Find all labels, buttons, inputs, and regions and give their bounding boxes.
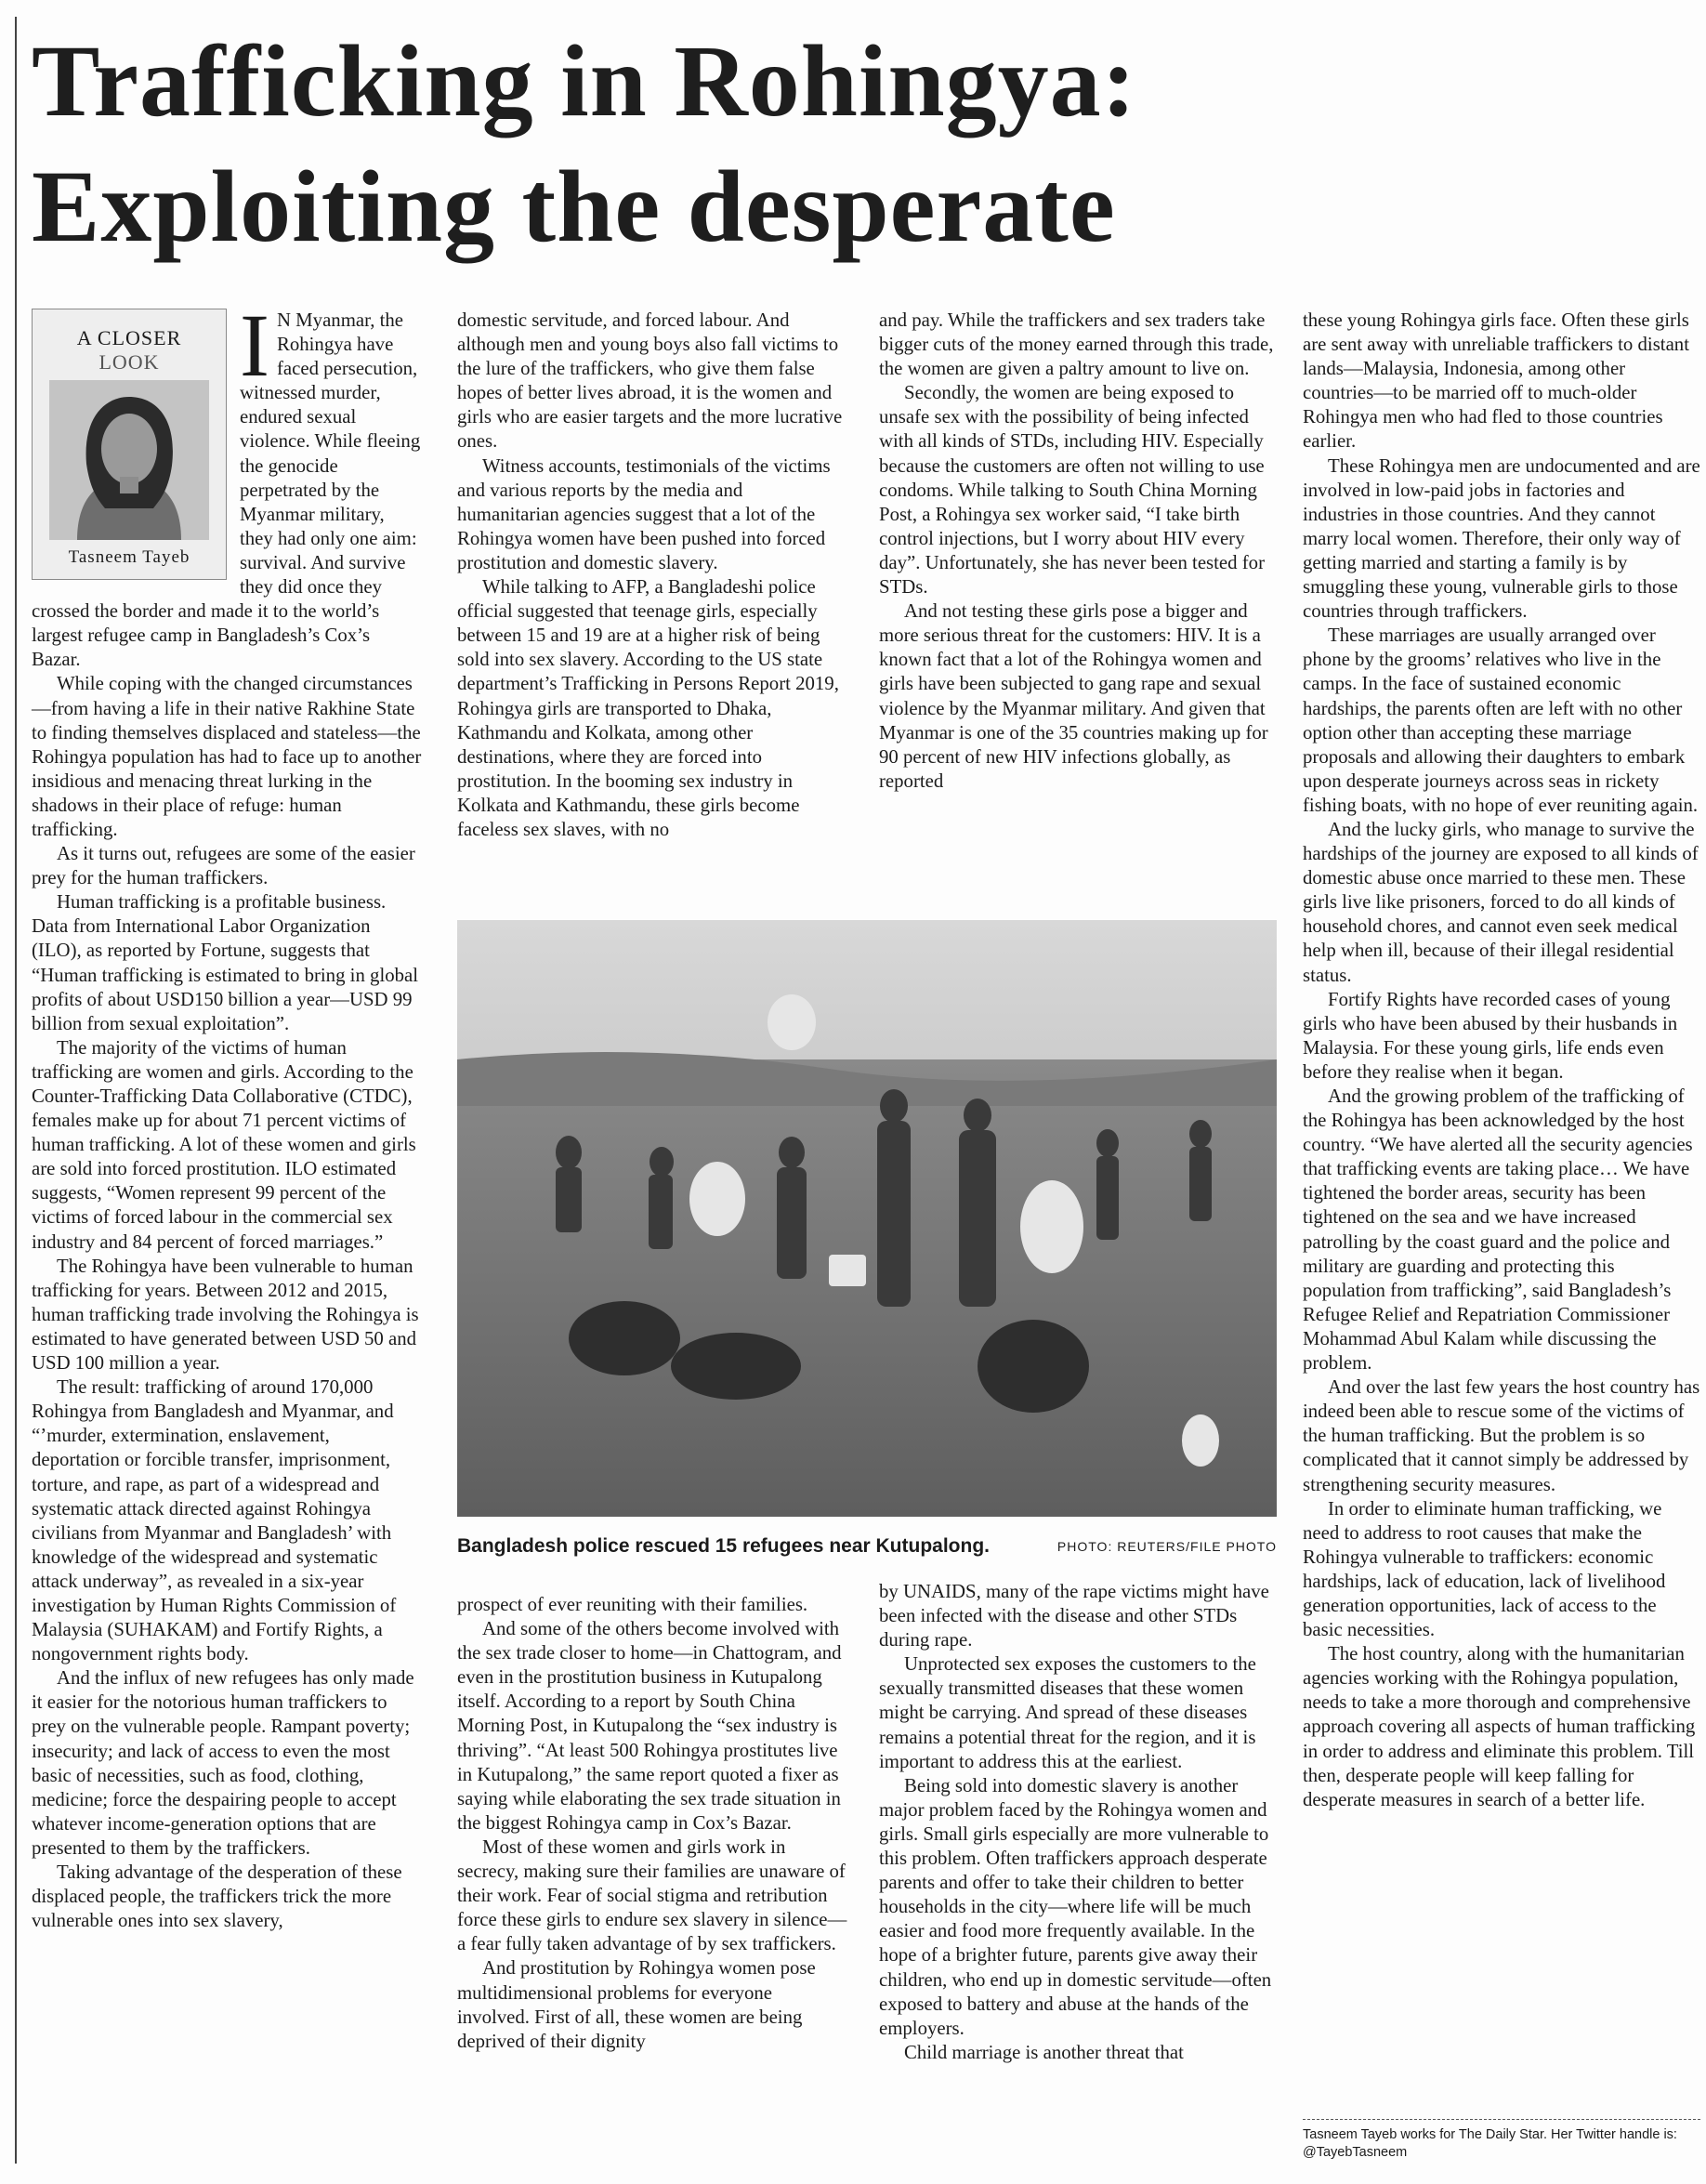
paragraph: And not testing these girls pose a bigger and more serious threat for the customers: HIV. It is a known fact that a lot of the Rohingya women and girls have been subjected to gang rape and sexual violence by the Myanmar military. And given that Myanmar is one of the 35 countries making up for 90 percent of new HIV infections globally, as reported: [879, 600, 1268, 792]
headline-line-1: Trafficking in Rohingya:: [32, 24, 1137, 138]
paragraph: these young Rohingya girls face. Often these girls are sent away with unreliable traffickers to distant lands—Malaysia, Indonesia, among other countries—to be married off to much-older Rohingya men who had fled to those countries earlier.: [1303, 309, 1689, 453]
author-portrait: [49, 380, 209, 540]
paragraph: The Rohingya have been vulnerable to human trafficking for years. Between 2012 and 2015, human trafficking trade involving the Rohingya is estimated to have generated between USD 50 and USD 100 million a year.: [32, 1255, 419, 1375]
article-column-1: [32, 296, 422, 1933]
closer-look-box: [32, 309, 227, 580]
paragraph: The result: trafficking of around 170,000 Rohingya from Bangladesh and Myanmar, and “’murder, extermination, enslavement, deportation or forcible transfer, imprisonment, torture, and rape, as part of a widespread and systematic attack directed against Rohingya civilians from Myanmar and Bangladesh’ with knowledge of the widespread and systematic attack underway”, as revealed in a six-year investigation by Human Rights Commission of Malaysia (SUHAKAM) and Fortify Rights, a nongovernment rights body.: [32, 1376, 397, 1665]
paragraph: domestic servitude, and forced labour. And although men and young boys also fall victims to the lure of the traffickers, who give them false hopes of better lives abroad, it is the women and girls who are easier targets and the more lucrative ones.: [457, 309, 843, 453]
paragraph: Witness accounts, testimonials of the victims and various reports by the media and humanitarian agencies suggest that a lot of the Rohingya women have been pushed into forced prostitution and domestic slavery.: [457, 454, 831, 573]
author-photo-icon: [49, 380, 209, 540]
paragraph: And over the last few years the host country has indeed been able to rescue some of the victims of the human trafficking. But the problem is so complicated that it cannot simply be addressed by strengthening security measures.: [1303, 1376, 1700, 1495]
photo-caption: [457, 1535, 1277, 1558]
paragraph: These marriages are usually arranged over phone by the grooms’ relatives who live in the camps. In the face of sustained economic hardships, the parents often are left with no other option other than accepting these marriage proposals and allowing their daughters to embark upon desperate journeys across seas in rickety fishing boats, with no hope of ever reuniting again.: [1303, 625, 1699, 816]
article-column-2-bottom: [457, 1593, 847, 2160]
article-column-3-top: [879, 309, 1279, 894]
headline-line-2: Exploiting the desperate: [32, 150, 1116, 263]
column-rule: [15, 17, 17, 2164]
paragraph: And some of the others become involved with the sex trade closer to home—in Chattogram, and even in the prostitution business in Kutupalong itself. According to a report by South China Morning Post, in Kutupalong the “sex industry is thriving”. “At least 500 Rohingya prostitutes live in Kutupalong,” the same report quoted a fixer as saying while elaborating the sex trade situation in the biggest Rohingya camp in Cox’s Bazar.: [457, 1618, 842, 1834]
paragraph: The host country, along with the humanitarian agencies working with the Rohingya population, needs to take a more thorough and comprehensive approach covering all aspects of human trafficking in order to address and eliminate this problem. Till then, desperate people will keep falling for desperate measures in search of a better life.: [1303, 1643, 1696, 1810]
news-photo: [457, 920, 1277, 1517]
paragraph: The majority of the victims of human trafficking are women and girls. According to the Counter-Trafficking Data Collaborative (CTDC), females make up for about 71 percent victims of human trafficking. A lot of these women and girls are sold into forced prostitution. ILO estimated suggests, “Women represent 99 percent of the victims of forced labour in the commercial sex industry and 84 percent of forced marriages.”: [32, 1036, 416, 1253]
paragraph: N Myanmar, the Rohingya have faced persecution, witnessed murder, endured sexual violence. While fleeing the genocide perpetrated by the Myanmar military, they had only one aim: survival. And survive they did once they crossed the border and made it to the world’s largest refugee camp in Bangladesh’s Cox’s Bazar.: [32, 309, 421, 671]
refugees-photo-icon: [457, 920, 1277, 1517]
headline: [32, 19, 1686, 270]
paragraph: While talking to AFP, a Bangladeshi police official suggested that teenage girls, especially between 15 and 19 are at a higher risk of being sold into sex slavery. According to the US state department’s Trafficking in Persons Report 2019, Rohingya girls are transported to Dhaka, Kathmandu and Kolkata, among other destinations, where they are forced into prostitution. In the booming sex industry in Kolkata and Kathmandu, these girls become faceless sex slaves, with no: [457, 576, 839, 840]
paragraph: Being sold into domestic slavery is another major problem faced by the Rohingya women and girls. Small girls especially are more vulnerable to this problem. Often traffickers approach desperate parents and offer to take their children to better households in the city—where life will be much easier and food more frequently available. In the hope of a brighter future, parents give away their children, who end up in domestic servitude—often exposed to battery and abuse at the hands of the employers.: [879, 1774, 1272, 2039]
article-column-3-bottom: [879, 1580, 1279, 2160]
paragraph: Fortify Rights have recorded cases of young girls who have been abused by their husbands in Malaysia. For these young girls, life ends even before they realise when it began.: [1303, 988, 1678, 1083]
author-name: Tasneem Tayeb: [68, 546, 190, 567]
article-column-2-top: [457, 309, 847, 894]
paragraph: Secondly, the women are being exposed to unsafe sex with the possibility of being infected with all kinds of STDs, including HIV. Especially because the customers are often not willing to use condoms. While talking to South China Morning Post, a Rohingya sex worker said, “I take birth control injections, but I worry about HIV every day”. Unfortunately, she has never been tested for STDs.: [879, 382, 1266, 599]
paragraph: And prostitution by Rohingya women pose multidimensional problems for everyone involved. First of all, these women are being deprived of their dignity: [457, 1957, 816, 2052]
paragraph: Human trafficking is a profitable business. Data from International Labor Organization (ILO), as reported by Fortune, suggests that “Human trafficking is estimated to bring in global profits of about USD150 billion a year—USD 99 billion from sexual exploitation”.: [32, 891, 419, 1034]
paragraph: Most of these women and girls work in secrecy, making sure their families are unaware of their work. Fear of social stigma and retribution force these girls to endure sex slavery in silence—a fear fully taken advantage of by sex traffickers.: [457, 1835, 847, 1955]
photo-credit: PHOTO: REUTERS/FILE PHOTO: [1056, 1539, 1277, 1554]
paragraph: These Rohingya men are undocumented and are involved in low-paid jobs in factories and industries in those countries. And they cannot marry local women. Therefore, their only way of getting married and starting a family is by smuggling these young, vulnerable girls to those countries through traffickers.: [1303, 454, 1700, 623]
paragraph: As it turns out, refugees are some of the easier prey for the human traffickers.: [32, 843, 415, 889]
author-bio: Tasneem Tayeb works for The Daily Star. Her Twitter handle is: @TayebTasneem: [1303, 2127, 1677, 2160]
bio-divider: [1303, 2119, 1700, 2120]
paragraph: Taking advantage of the desperation of these displaced people, the traffickers trick the more vulnerable ones into sex slavery,: [32, 1862, 402, 1932]
paragraph: And the lucky girls, who manage to survive the hardships of the journey are exposed to all kinds of domestic abuse once married to these men. These girls live like prisoners, forced to do all kinds of household chores, and cannot even seek medical help when ill, because of their illegal residential status.: [1303, 818, 1699, 986]
paragraph: In order to eliminate human trafficking, we need to address to root causes that make the Rohingya vulnerable to traffickers: economic hardships, lack of education, lack of livelihood generation opportunities, lack of access to the basic necessities.: [1303, 1497, 1666, 1641]
paragraph: And the growing problem of the trafficking of the Rohingya has been acknowledged by the host country. “We have alerted all the security agencies that trafficking events are taking place… We have tightened the border areas, security has been tightened on the sea and we have increased patrolling by the coast guard and the police and military are guarding and protecting this population from trafficking”, said Bangladesh’s Refugee Relief and Repatriation Commissioner Mohammad Abul Kalam while discussing the problem.: [1303, 1085, 1693, 1375]
paragraph: While coping with the changed circumstances—from having a life in their native Rakhine State to finding themselves displaced and stateless—the Rohingya population has had to face up to another insidious and menacing threat lurking in the shadows in their place of refuge: human trafficking.: [32, 673, 422, 840]
article-column-4: [1303, 309, 1700, 1812]
caption-text: Bangladesh police rescued 15 refugees near Kutupalong.: [457, 1535, 990, 1557]
column-kicker: A CLOSER: [76, 326, 182, 349]
paragraph: Child marriage is another threat that: [904, 2041, 1184, 2063]
paragraph: And the influx of new refugees has only made it easier for the notorious human traffickers to prey on the vulnerable people. Rampant poverty; insecurity; and lack of access to even the most basic of necessities, such as food, clothing, medicine; force the despairing people to accept whatever income-generation options that are presented to them by the traffickers.: [32, 1667, 414, 1859]
column-kicker-sub: LOOK: [98, 350, 160, 374]
paragraph: Unprotected sex exposes the customers to the sexually transmitted diseases that these women might be carrying. And spread of these diseases remains a potential threat for the region, and it is important to address this at the earliest.: [879, 1653, 1256, 1772]
paragraph: prospect of ever reuniting with their families.: [457, 1594, 808, 1615]
paragraph: by UNAIDS, many of the rape victims might have been infected with the disease and other STDs during rape.: [879, 1581, 1269, 1651]
paragraph: and pay. While the traffickers and sex traders take bigger cuts of the money earned through this trade, the women are given a paltry amount to live on.: [879, 309, 1274, 380]
drop-cap: I: [240, 296, 269, 395]
